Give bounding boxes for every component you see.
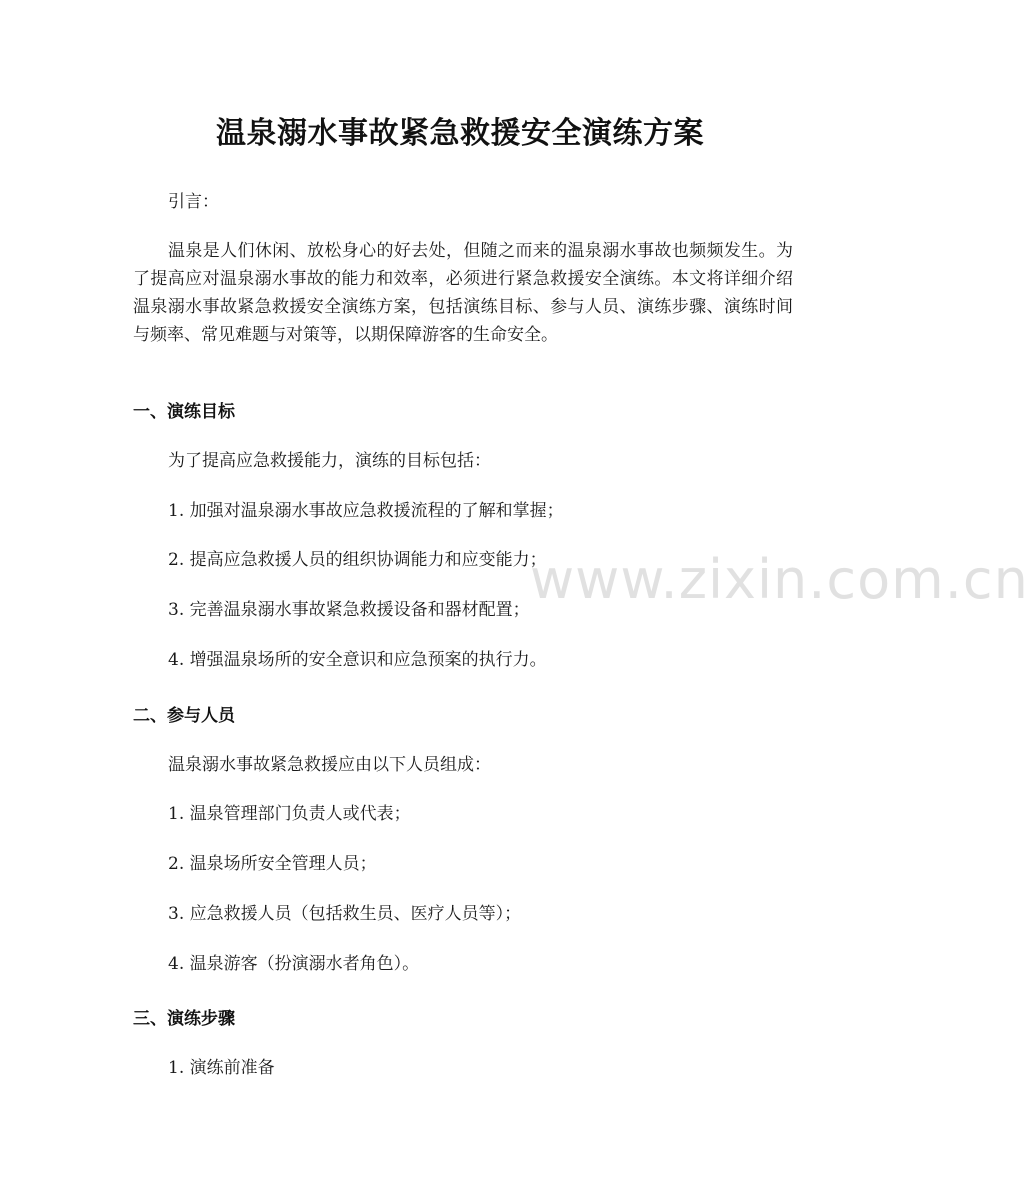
list-item: 4. 温泉游客（扮演溺水者角色）。 — [168, 954, 420, 974]
section-heading-participants: 二、参与人员 — [133, 706, 235, 726]
intro-paragraph: 温泉是人们休闲、放松身心的好去处，但随之而来的温泉溺水事故也频频发生。为了提高应对温泉溺水事故的能力和效率，必须进行紧急救援安全演练。本文将详细介绍温泉溺水事故紧急救援安全演练方案，包括演练目标、参与人员、演练步骤、演练时间与频率、常见难题与对策等，以期保障游客的生命安全。 — [133, 241, 793, 345]
section-lead-goals: 为了提高应急救援能力，演练的目标包括： — [168, 451, 491, 471]
list-item: 1. 温泉管理部门负责人或代表； — [168, 804, 411, 824]
list-item: 2. 温泉场所安全管理人员； — [168, 854, 377, 874]
list-item: 3. 应急救援人员（包括救生员、医疗人员等）； — [168, 904, 522, 924]
section-heading-steps: 三、演练步骤 — [133, 1009, 235, 1029]
section-lead-participants: 温泉溺水事故紧急救援应由以下人员组成： — [168, 755, 491, 775]
list-item: 2. 提高应急救援人员的组织协调能力和应变能力； — [168, 550, 547, 570]
list-item: 1. 演练前准备 — [168, 1058, 275, 1078]
document-title: 温泉溺水事故紧急救援安全演练方案 — [216, 116, 704, 151]
list-item: 3. 完善温泉溺水事故紧急救援设备和器材配置； — [168, 600, 530, 620]
watermark: www.zixin.com.cn — [530, 548, 1029, 611]
list-item: 1. 加强对温泉溺水事故应急救援流程的了解和掌握； — [168, 501, 564, 521]
intro-label: 引言： — [168, 192, 219, 212]
list-item: 4. 增强温泉场所的安全意识和应急预案的执行力。 — [168, 650, 547, 670]
section-heading-goals: 一、演练目标 — [133, 402, 235, 422]
